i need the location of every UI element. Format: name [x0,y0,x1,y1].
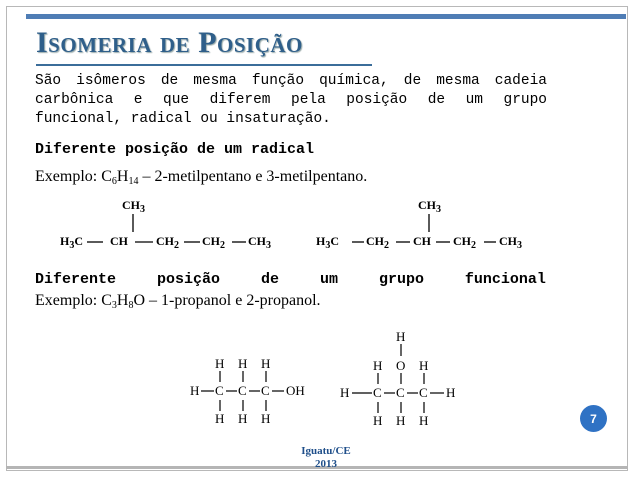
atom-ch3: $CH_3$ [248,234,271,251]
top-accent-rule [26,14,626,19]
atom-h: H [261,356,271,371]
example-1-h: H [116,168,129,185]
branch-ch3: $CH_3$ [418,198,441,215]
atom-c: C [215,383,224,398]
atom-c: C [261,383,270,398]
atom-ch: CH [413,234,431,248]
heading-radical: Diferente posição de um radical [35,141,315,158]
example-2-sub-c: 3 [111,300,117,311]
atom-h: H [373,358,383,373]
atom-h: H [373,413,383,428]
atom-oh: OH [286,383,305,398]
example-2-sub-h: 8 [128,300,134,311]
atom-ch2: $CH_2$ [366,234,389,251]
heading2-word: funcional [464,271,546,288]
footer-location: Iguatu/CE [301,445,351,457]
footer-year: 2013 [315,458,337,470]
atom-h3c: $H_3C$ [60,234,84,251]
heading2-word: um [319,271,338,288]
atom-c: C [373,385,382,400]
atom-h: H [215,356,225,371]
branch-ch3: $CH_3$ [122,198,145,215]
atom-h: H [340,385,350,400]
heading2-word: posição [156,271,220,288]
footer [293,445,359,471]
atom-h: H [190,383,200,398]
atom-ch3: $CH_3$ [499,234,522,251]
atom-h: H [396,329,406,344]
example-1-suffix: – 2-metilpentano e 3-metilpentano. [138,168,368,185]
heading2-word: grupo [378,271,424,288]
example-2 [35,292,321,311]
atom-h: H [419,358,429,373]
title-underline [36,64,372,66]
atom-o: O [396,358,406,373]
intro-paragraph: São isômeros de mesma função química, de mesma cadeia carbônica e que diferem pela posição de um grupo funcional, radical ou insaturação. [35,73,547,127]
slide-title: Isomeria de Posição [36,26,303,59]
atom-c: C [419,385,428,400]
structure-3-metilpentano [316,198,536,258]
atom-c: C [396,385,405,400]
example-1 [35,168,367,187]
structure-1-propanol [190,354,325,430]
atom-h: H [446,385,456,400]
heading-functional-group [35,271,546,288]
atom-h: H [238,411,248,426]
atom-h: H [396,413,406,428]
example-1-sub-c: 6 [111,176,117,187]
atom-ch2: $CH_2$ [202,234,225,251]
heading2-word: de [260,271,279,288]
atom-ch2: $CH_2$ [453,234,476,251]
example-2-h: H [116,292,129,309]
atom-h: H [215,411,225,426]
page-number-badge: 7 [580,405,607,432]
atom-c: C [238,383,247,398]
atom-ch: CH [110,234,128,248]
atom-ch2: $CH_2$ [156,234,179,251]
heading2-word: Diferente [35,271,117,288]
example-1-prefix: Exemplo: C [35,168,112,185]
structure-2-metilpentano [60,198,290,258]
atom-h: H [238,356,248,371]
structure-2-propanol [340,328,465,432]
example-1-sub-h: 14 [128,176,139,187]
atom-h: H [261,411,271,426]
atom-h: H [419,413,429,428]
atom-h3c: $H_3C$ [316,234,340,251]
example-2-suffix: O – 1-propanol e 2-propanol. [133,292,321,309]
example-2-prefix: Exemplo: C [35,292,112,309]
